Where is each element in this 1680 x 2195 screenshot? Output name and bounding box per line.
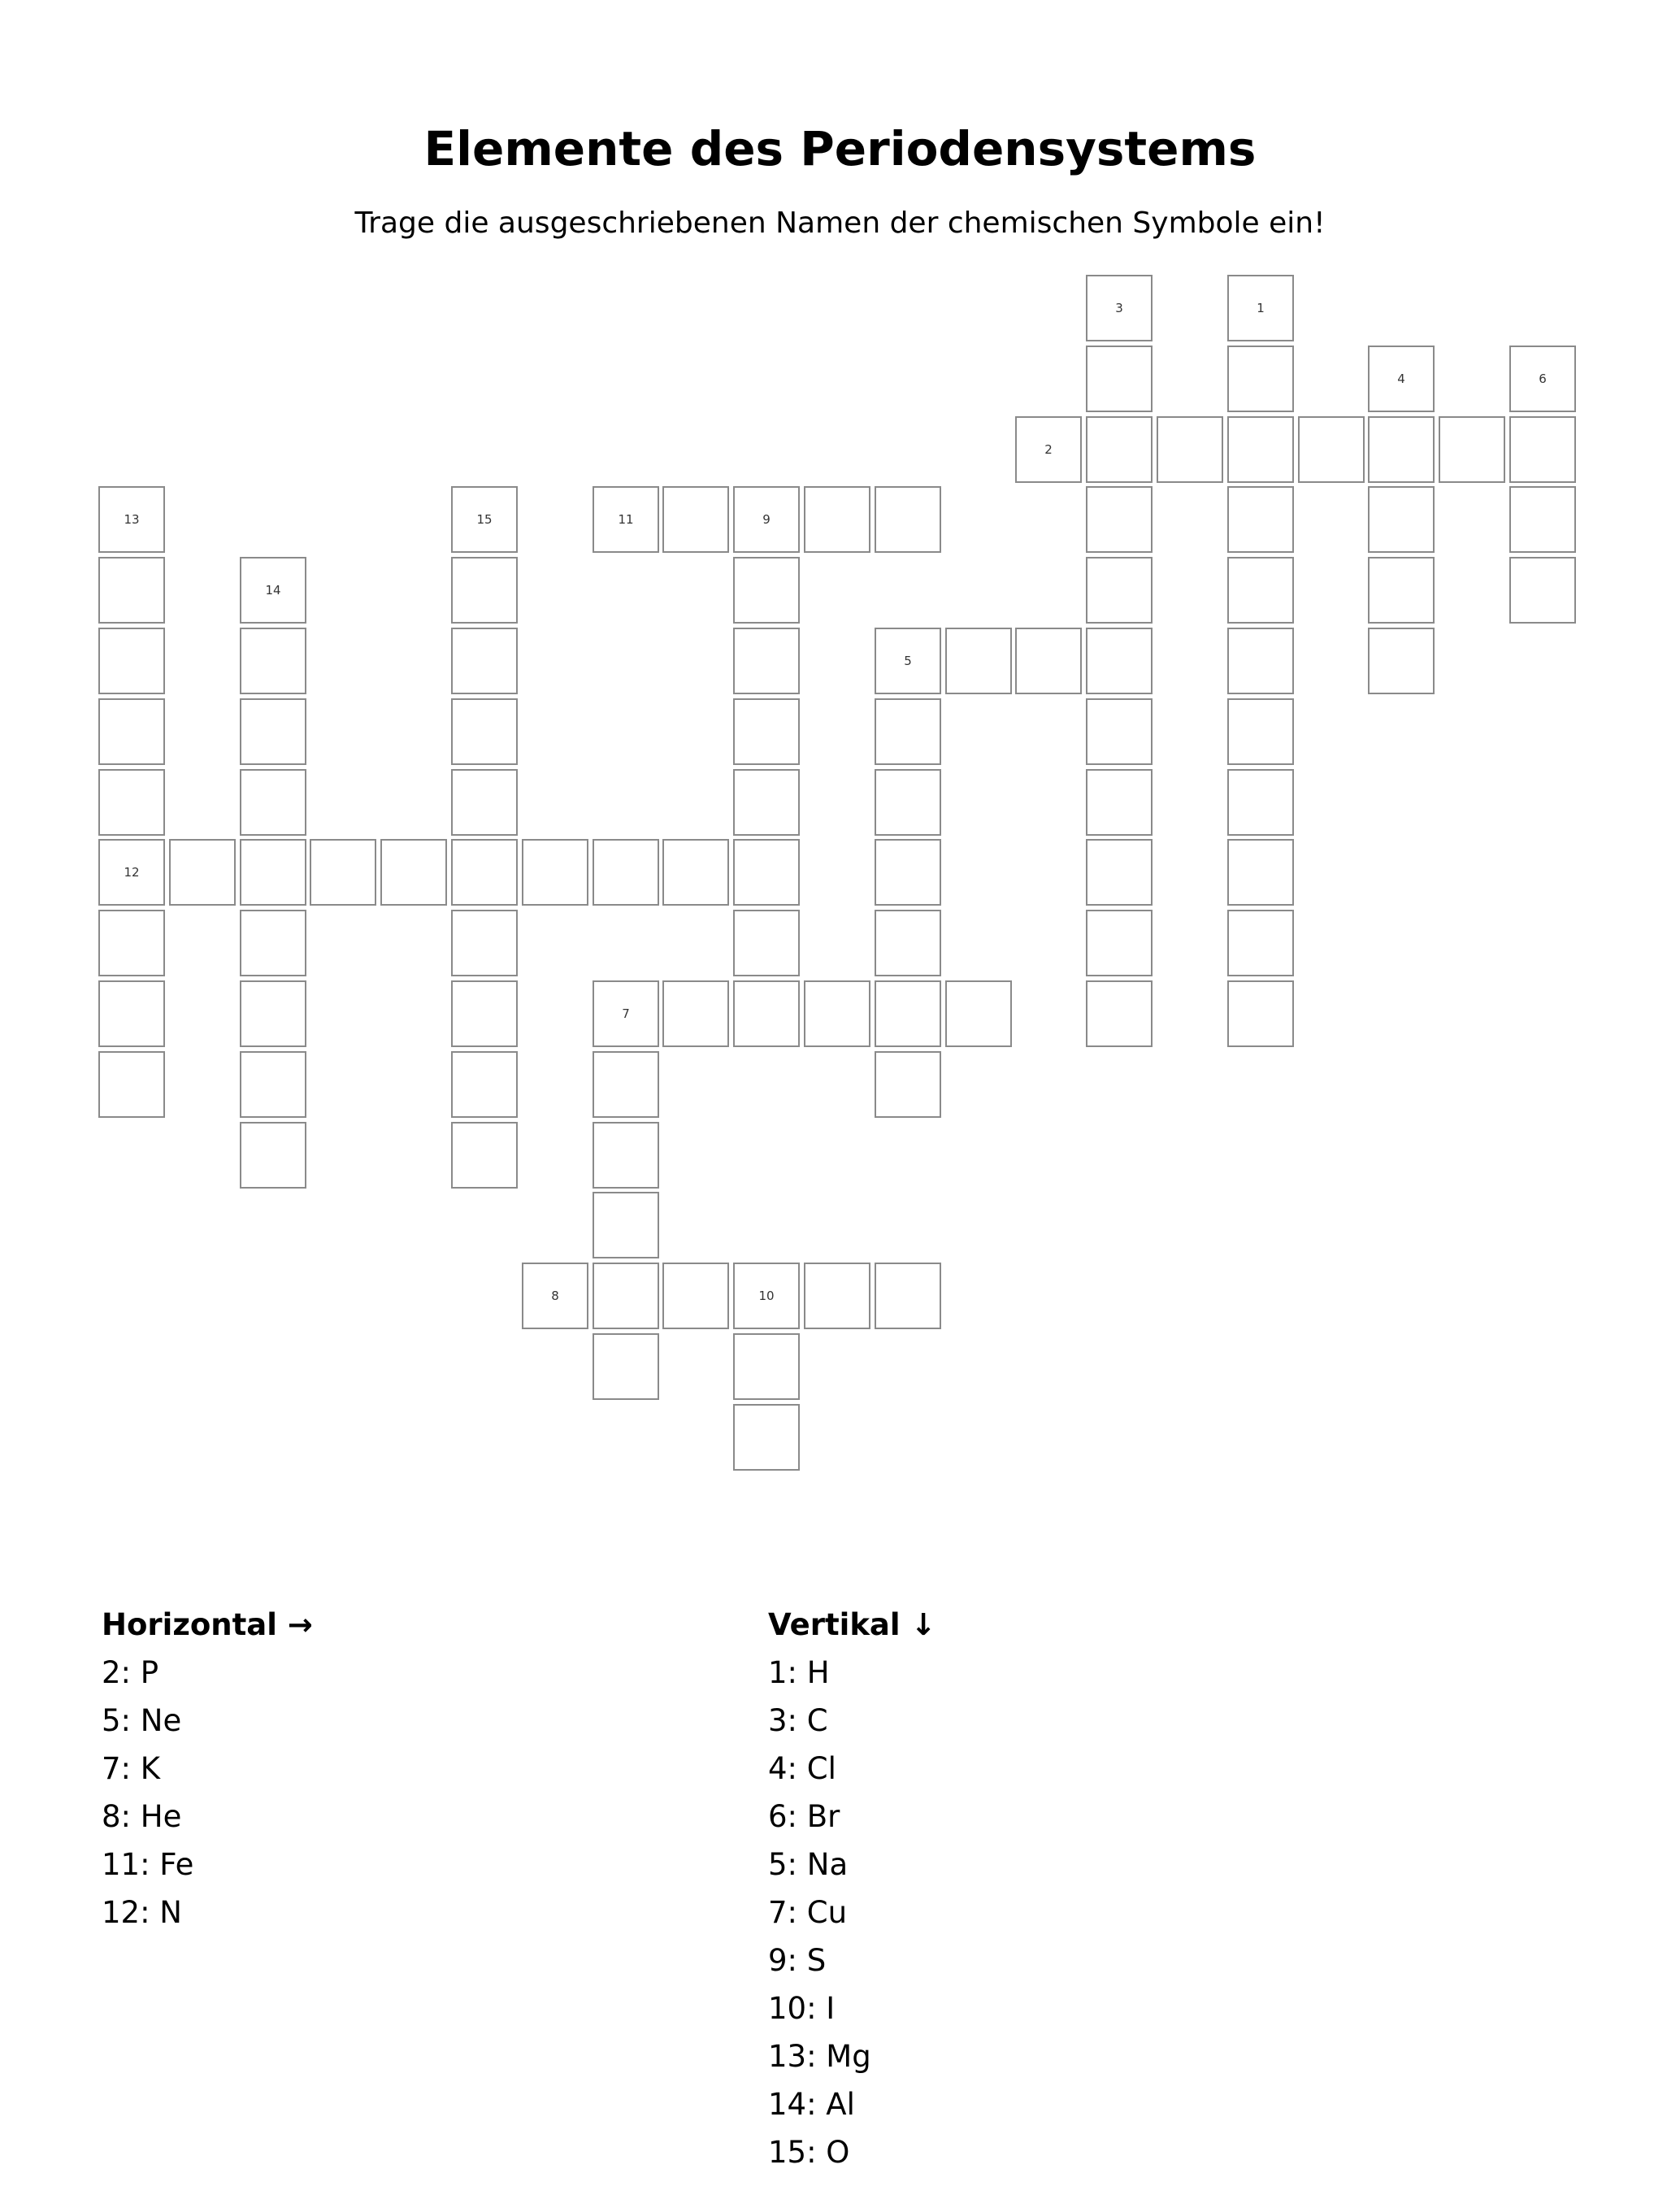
clue-number: 7 [622, 1006, 630, 1021]
vertical-clue: 6: Br [768, 1799, 840, 1834]
crossword-cell[interactable] [1086, 346, 1153, 412]
crossword-cell[interactable] [1227, 910, 1294, 976]
crossword-cell[interactable] [98, 557, 165, 624]
crossword-cell[interactable] [804, 980, 870, 1047]
crossword-cell[interactable] [1086, 980, 1153, 1047]
crossword-cell[interactable] [662, 980, 729, 1047]
crossword-cell[interactable] [451, 980, 518, 1047]
vertical-heading: Vertikal ↓ [768, 1607, 936, 1642]
crossword-cell[interactable] [733, 980, 800, 1047]
clue-number: 14 [265, 583, 281, 598]
clue-number: 15 [476, 512, 493, 527]
crossword-cell[interactable] [875, 1051, 941, 1118]
crossword-cell[interactable] [1227, 275, 1294, 341]
crossword-cell[interactable] [1298, 416, 1365, 483]
crossword-cell[interactable] [875, 628, 941, 694]
clue-number: 8 [551, 1289, 559, 1303]
vertical-clue: 4: Cl [768, 1751, 836, 1786]
crossword-cell[interactable] [593, 1263, 659, 1329]
vertical-clue: 15: O [768, 2135, 850, 2170]
horizontal-clue: 2: P [102, 1655, 159, 1690]
crossword-cell[interactable] [1086, 910, 1153, 976]
crossword-cell[interactable] [451, 839, 518, 906]
vertical-clue: 13: Mg [768, 2039, 871, 2074]
crossword-cell[interactable] [98, 910, 165, 976]
crossword-cell[interactable] [98, 1051, 165, 1118]
vertical-clue: 7: Cu [768, 1895, 848, 1930]
crossword-cell[interactable] [1509, 486, 1576, 553]
crossword-cell[interactable] [1368, 416, 1435, 483]
crossword-cell[interactable] [662, 486, 729, 553]
crossword-cell[interactable] [875, 910, 941, 976]
crossword-cell[interactable] [240, 557, 306, 624]
crossword-cell[interactable] [733, 698, 800, 765]
crossword-cell[interactable] [1015, 628, 1082, 694]
clue-number: 3 [1115, 301, 1123, 315]
crossword-cell[interactable] [1227, 769, 1294, 836]
crossword-cell[interactable] [733, 1263, 800, 1329]
crossword-cell[interactable] [662, 839, 729, 906]
page-title: Elemente des Periodensystems [423, 121, 1257, 176]
crossword-cell[interactable] [733, 839, 800, 906]
vertical-clues [768, 1602, 1337, 2176]
vertical-clue: 9: S [768, 1943, 827, 1978]
crossword-cell[interactable] [1509, 346, 1576, 412]
crossword-cell[interactable] [1086, 486, 1153, 553]
crossword-cell[interactable] [1368, 628, 1435, 694]
crossword-cell[interactable] [1368, 557, 1435, 624]
crossword-cell[interactable] [1227, 839, 1294, 906]
crossword-cell[interactable] [1227, 486, 1294, 553]
vertical-clue: 1: H [768, 1655, 830, 1690]
crossword-cell[interactable] [169, 839, 236, 906]
clue-number: 1 [1257, 301, 1265, 315]
crossword-cell[interactable] [98, 769, 165, 836]
clue-number: 11 [618, 512, 634, 527]
crossword-cell[interactable] [593, 1333, 659, 1400]
crossword-cell[interactable] [310, 839, 376, 906]
crossword-cell[interactable] [1227, 980, 1294, 1047]
crossword-cell[interactable] [1439, 416, 1505, 483]
crossword-cell[interactable] [98, 628, 165, 694]
crossword-cell[interactable] [451, 1122, 518, 1189]
crossword-cell[interactable] [240, 980, 306, 1047]
crossword-cell[interactable] [451, 910, 518, 976]
crossword-cell[interactable] [804, 486, 870, 553]
horizontal-clue: 12: N [102, 1895, 182, 1930]
crossword-cell[interactable] [662, 1263, 729, 1329]
crossword-cell[interactable] [451, 769, 518, 836]
clue-number: 12 [124, 865, 140, 880]
vertical-clue: 14: Al [768, 2087, 855, 2122]
crossword-cell[interactable] [240, 628, 306, 694]
crossword-cell[interactable] [804, 1263, 870, 1329]
crossword-cell[interactable] [733, 628, 800, 694]
crossword-cell[interactable] [1368, 346, 1435, 412]
crossword-cell[interactable] [1227, 628, 1294, 694]
crossword-cell[interactable] [380, 839, 447, 906]
crossword-cell[interactable] [240, 839, 306, 906]
horizontal-clue: 5: Ne [102, 1703, 182, 1738]
crossword-cell[interactable] [240, 698, 306, 765]
vertical-clue: 10: I [768, 1991, 836, 2026]
crossword-cell[interactable] [451, 557, 518, 624]
clue-number: 6 [1539, 372, 1547, 386]
crossword-cell[interactable] [98, 486, 165, 553]
crossword-cell[interactable] [1227, 698, 1294, 765]
crossword-cell[interactable] [1227, 557, 1294, 624]
crossword-cell[interactable] [875, 698, 941, 765]
crossword-cell[interactable] [1086, 275, 1153, 341]
crossword-cell[interactable] [240, 769, 306, 836]
crossword-cell[interactable] [522, 839, 588, 906]
crossword-cell[interactable] [522, 1263, 588, 1329]
crossword-cell[interactable] [451, 628, 518, 694]
crossword-cell[interactable] [240, 1051, 306, 1118]
crossword-cell[interactable] [733, 910, 800, 976]
crossword-cell[interactable] [593, 1122, 659, 1189]
crossword-cell[interactable] [1227, 346, 1294, 412]
clue-number: 5 [904, 654, 912, 668]
crossword-cell[interactable] [1368, 486, 1435, 553]
crossword-cell[interactable] [451, 1051, 518, 1118]
horizontal-clue: 7: K [102, 1751, 161, 1786]
crossword-cell[interactable] [240, 910, 306, 976]
crossword-cell[interactable] [98, 698, 165, 765]
horizontal-clue: 11: Fe [102, 1847, 194, 1882]
vertical-clue: 5: Na [768, 1847, 849, 1882]
clue-number: 13 [124, 512, 140, 527]
crossword-cell[interactable] [875, 980, 941, 1047]
clue-number: 9 [762, 512, 771, 527]
clue-number: 2 [1044, 442, 1053, 457]
crossword-cell[interactable] [593, 980, 659, 1047]
horizontal-clues [102, 1602, 671, 1936]
crossword-cell[interactable] [1086, 839, 1153, 906]
crossword-cell[interactable] [593, 1051, 659, 1118]
crossword-cell[interactable] [733, 1404, 800, 1471]
crossword-cell[interactable] [1509, 416, 1576, 483]
crossword-cell[interactable] [593, 486, 659, 553]
crossword-cell[interactable] [1086, 769, 1153, 836]
crossword-cell[interactable] [1509, 557, 1576, 624]
crossword-cell[interactable] [593, 1192, 659, 1258]
crossword-cell[interactable] [1227, 416, 1294, 483]
crossword-cell[interactable] [1086, 557, 1153, 624]
crossword-cell[interactable] [875, 486, 941, 553]
vertical-clue: 3: C [768, 1703, 828, 1738]
crossword-cell[interactable] [98, 980, 165, 1047]
crossword-cell[interactable] [733, 557, 800, 624]
instructions: Trage die ausgeschriebenen Namen der chemischen Symbole ein! [354, 206, 1326, 240]
crossword-cell[interactable] [733, 1333, 800, 1400]
clue-number: 4 [1397, 372, 1405, 386]
horizontal-heading: Horizontal → [102, 1607, 313, 1642]
horizontal-clue: 8: He [102, 1799, 182, 1834]
crossword-cell[interactable] [593, 839, 659, 906]
crossword-cell[interactable] [451, 486, 518, 553]
clue-number: 10 [758, 1289, 775, 1303]
crossword-cell[interactable] [1157, 416, 1223, 483]
crossword-cell[interactable] [875, 839, 941, 906]
crossword-cell[interactable] [875, 1263, 941, 1329]
crossword-cell[interactable] [1086, 698, 1153, 765]
crossword-cell[interactable] [1086, 628, 1153, 694]
crossword-cell[interactable] [945, 980, 1012, 1047]
crossword-cell[interactable] [240, 1122, 306, 1189]
crossword-cell[interactable] [1015, 416, 1082, 483]
crossword-cell[interactable] [875, 769, 941, 836]
crossword-cell[interactable] [1086, 416, 1153, 483]
crossword-cell[interactable] [733, 769, 800, 836]
crossword-cell[interactable] [451, 698, 518, 765]
crossword-cell[interactable] [98, 839, 165, 906]
crossword-cell[interactable] [733, 486, 800, 553]
crossword-cell[interactable] [945, 628, 1012, 694]
